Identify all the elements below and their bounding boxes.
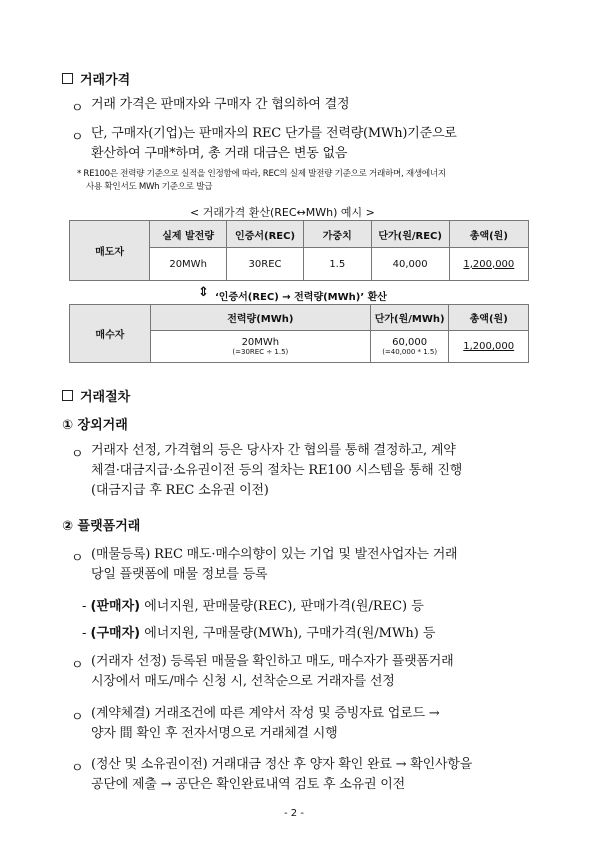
- header-certificate: 인증서(REC): [227, 221, 304, 248]
- value-actual-generation: 20MWh: [150, 248, 227, 281]
- price-item-2: 단, 구매자(기업)는 판매자의 REC 단가를 전력량(MWh)기준으로 환산하여 구매*하며, 총 거래 대금은 변동 없음: [91, 126, 457, 161]
- footnote: * RE100은 전력량 기준으로 실적을 인정함에 따라, REC의 실제 발전량 기준으로 거래하며, 재생에너지 사용 확인서도 MWh 기준으로 발급: [77, 169, 446, 192]
- dash-item-seller: - (판매자) 에너지원, 판매물량(REC), 판매가격(원/REC) 등: [82, 599, 424, 614]
- seller-row-label: 매도자: [70, 221, 150, 281]
- value-weight: 1.5: [303, 248, 371, 281]
- header-unit-price-mwh: 단가(원/MWh): [370, 305, 449, 331]
- header-energy: 전력량(MWh): [150, 305, 370, 331]
- double-arrow-icon: ⇕: [198, 285, 209, 300]
- value-unit-price: 40,000: [371, 248, 449, 281]
- section-heading-price: 거래가격: [62, 69, 130, 88]
- platform-item-listing: (매물등록) REC 매도·매수의향이 있는 기업 및 발전사업자는 거래 당일 플랫폼에 매물 정보를 등록: [91, 547, 458, 582]
- bullet-icon: ㅇ: [71, 130, 84, 145]
- bullet-icon: ㅇ: [71, 761, 84, 776]
- platform-item-contract: (계약체결) 거래조건에 따른 계약서 작성 및 증빙자료 업로드 → 양자 間 확인 후 전자서명으로 거래체결 시행: [91, 706, 440, 741]
- checkbox-square-icon: [62, 73, 73, 84]
- header-total: 총액(원): [449, 305, 529, 331]
- value-certificate: 30REC: [227, 248, 304, 281]
- bullet-icon: ㅇ: [71, 447, 84, 462]
- header-unit-price: 단가(원/REC): [371, 221, 449, 248]
- bullet-icon: ㅇ: [71, 101, 84, 116]
- checkbox-square-icon: [62, 390, 73, 401]
- price-item-1: 거래 가격은 판매자와 구매자 간 협의하여 결정: [91, 97, 350, 112]
- value-total: 1,200,000: [449, 331, 529, 363]
- bullet-icon: ㅇ: [71, 551, 84, 566]
- subheading-otc: ① 장외거래: [62, 418, 128, 433]
- header-actual-generation: 실제 발전량: [150, 221, 227, 248]
- value-total: 1,200,000: [449, 248, 528, 281]
- dash-item-buyer: - (구매자) 에너지원, 구매물량(MWh), 구매가격(원/MWh) 등: [82, 626, 436, 641]
- value-energy: 20MWh (=30REC ÷ 1.5): [150, 331, 370, 363]
- otc-description: 거래자 선정, 가격협의 등은 당사자 간 협의를 통해 결정하고, 계약 체결·대금지급·소유권이전 등의 절차는 RE100 시스템을 통해 진행 (대금지급 후 REC 소유권 이전): [91, 443, 463, 498]
- buyer-table: [69, 304, 529, 363]
- platform-item-selection: (거래자 선정) 등록된 매물을 확인하고 매도, 매수자가 플랫폼거래 시장에서 매도/매수 신청 시, 선착순으로 거래자를 선정: [91, 654, 454, 689]
- header-total: 총액(원): [449, 221, 528, 248]
- section-heading-procedure: 거래절차: [62, 386, 130, 405]
- buyer-row-label: 매수자: [70, 305, 151, 363]
- conversion-label: ‘인증서(REC) → 전력량(MWh)’ 환산: [215, 292, 387, 303]
- header-weight: 가중치: [303, 221, 371, 248]
- platform-item-settlement: (정산 및 소유권이전) 거래대금 정산 후 양자 확인 완료 → 확인사항을 공단에 제출 → 공단은 확인완료내역 검토 후 소유권 이전: [91, 757, 473, 792]
- bullet-icon: ㅇ: [71, 710, 84, 725]
- seller-table: [69, 220, 529, 281]
- page-number: - 2 -: [284, 808, 304, 819]
- value-unit-price-mwh: 60,000 (=40,000 * 1.5): [370, 331, 449, 363]
- table-caption: < 거래가격 환산(REC↔MWh) 예시 >: [190, 206, 375, 219]
- subheading-platform: ② 플랫폼거래: [62, 519, 141, 534]
- bullet-icon: ㅇ: [71, 658, 84, 673]
